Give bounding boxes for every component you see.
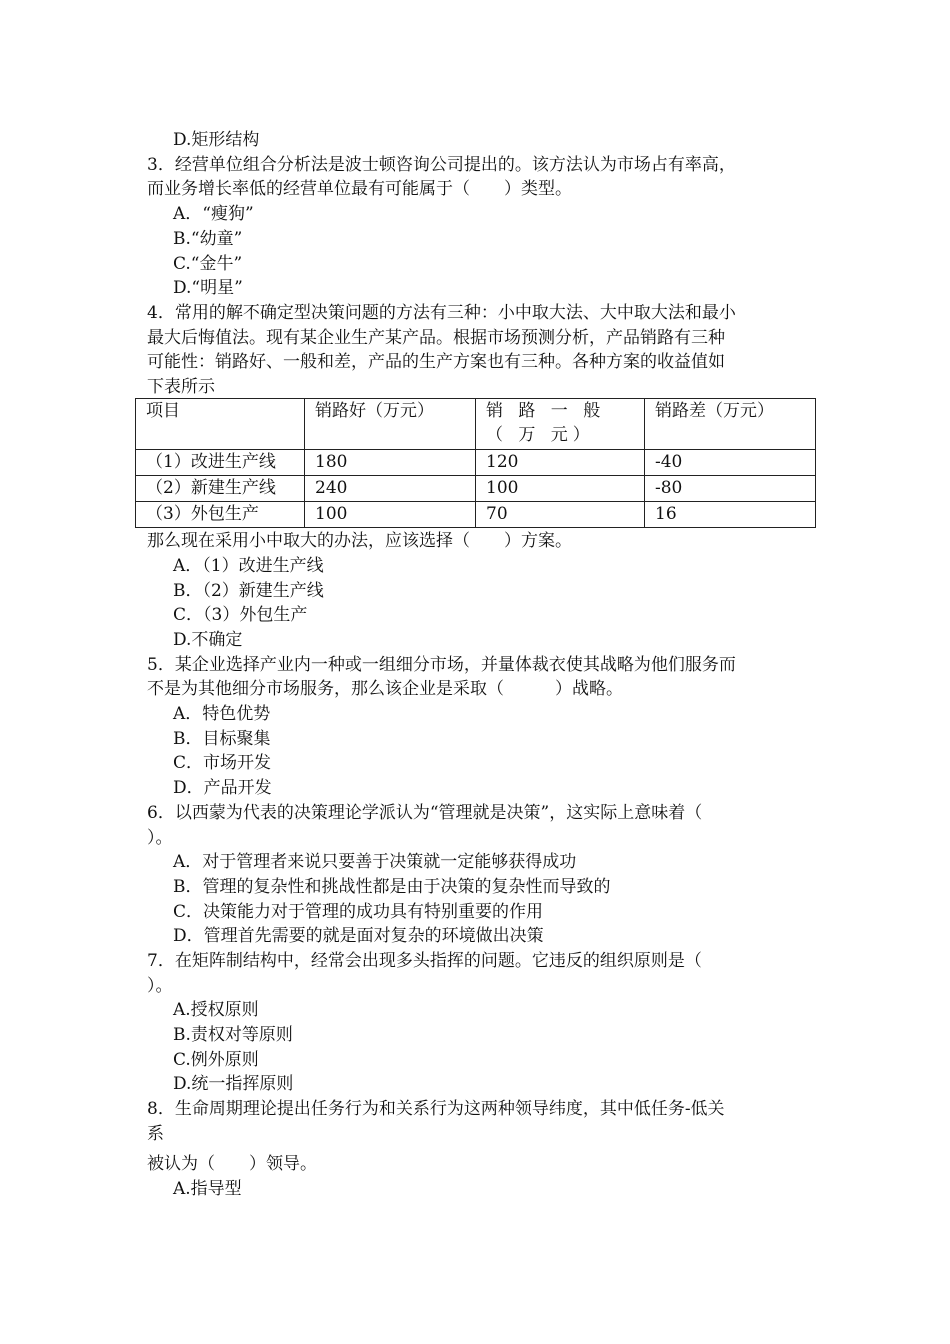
q6-stem-2: ）。 [147,828,173,848]
q5-option-b: B．目标聚集 [173,729,271,749]
q4-stem-3: 可能性：销路好、一般和差，产品的生产方案也有三种。各种方案的收益值如 [147,352,725,372]
q5-option-c: C．市场开发 [173,753,272,773]
table-row [136,476,816,502]
table-cell: （2）新建生产线 [136,476,305,502]
table-header-row [136,399,816,450]
table-cell: -80 [645,476,816,502]
q6-stem-1: 6．以西蒙为代表的决策理论学派认为“管理就是决策”，这实际上意味着（ [147,803,703,823]
q6-option-b: B．管理的复杂性和挑战性都是由于决策的复杂性而导致的 [173,877,611,897]
q3-option-d: D.“明星” [173,278,243,298]
q8-option-a: A.指导型 [173,1179,242,1199]
table-header-cell: 销路差（万元） [645,399,816,450]
q5-stem-2: 不是为其他细分市场服务，那么该企业是采取（ ）战略。 [147,679,623,699]
table-cell: 180 [305,450,476,476]
q8-stem-2: 系 [147,1124,164,1144]
table-header-cell: 销路好（万元） [305,399,476,450]
q4-stem-5: 那么现在采用小中取大的办法，应该选择（ ）方案。 [147,531,572,551]
table-cell: （1）改进生产线 [136,450,305,476]
q3-stem-1: 3．经营单位组合分析法是波士顿咨询公司提出的。该方法认为市场占有率高， [147,155,736,175]
q5-option-d: D．产品开发 [173,778,272,798]
table-cell: 16 [645,502,816,528]
q6-option-c: C．决策能力对于管理的成功具有特别重要的作用 [173,902,544,922]
table-cell: 100 [305,502,476,528]
q4-option-b: B．（2）新建生产线 [173,581,324,601]
q3-stem-2: 而业务增长率低的经营单位最有可能属于（ ）类型。 [147,179,572,199]
q4-stem-4: 下表所示 [147,377,215,397]
table-cell: -40 [645,450,816,476]
table-cell: 100 [476,476,645,502]
q7-option-a: A.授权原则 [173,1000,259,1020]
table-cell: （3）外包生产 [136,502,305,528]
q2-option-d: D.矩形结构 [173,130,260,150]
table-row [136,450,816,476]
table-cell: 70 [476,502,645,528]
q4-option-d: D.不确定 [173,630,243,650]
q4-stem-1: 4．常用的解不确定型决策问题的方法有三种：小中取大法、大中取大法和最小 [147,303,736,323]
q4-stem-2: 最大后悔值法。现有某企业生产某产品。根据市场预测分析，产品销路有三种 [147,328,725,348]
table-cell: 240 [305,476,476,502]
q4-option-c: C．（3）外包生产 [173,605,308,625]
table-row [136,502,816,528]
table-header-cell: 销 路 一 般 （ 万 元） [476,399,645,450]
q7-option-b: B.责权对等原则 [173,1025,293,1045]
q7-stem-1: 7．在矩阵制结构中，经常会出现多头指挥的问题。它违反的组织原则是（ [147,951,702,971]
q6-option-d: D．管理首先需要的就是面对复杂的环境做出决策 [173,926,544,946]
q7-option-d: D.统一指挥原则 [173,1074,294,1094]
q8-stem-1: 8．生命周期理论提出任务行为和关系行为这两种领导纬度，其中低任务-低关 [147,1099,725,1119]
q7-stem-2: ）。 [147,976,173,996]
payoff-table [135,398,816,528]
table-cell: 120 [476,450,645,476]
table-header-cell: 项目 [136,399,305,450]
q8-stem-3: 被认为（ ）领导。 [147,1154,317,1174]
q3-option-a: A．“瘦狗” [173,204,254,224]
q3-option-c: C.“金牛” [173,254,243,274]
q6-option-a: A．对于管理者来说只要善于决策就一定能够获得成功 [173,852,577,872]
q5-stem-1: 5．某企业选择产业内一种或一组细分市场，并量体裁衣使其战略为他们服务而 [147,655,736,675]
q4-option-a: A．（1）改进生产线 [173,556,324,576]
q5-option-a: A．特色优势 [173,704,271,724]
q7-option-c: C.例外原则 [173,1050,259,1070]
q3-option-b: B.“幼童” [173,229,243,249]
